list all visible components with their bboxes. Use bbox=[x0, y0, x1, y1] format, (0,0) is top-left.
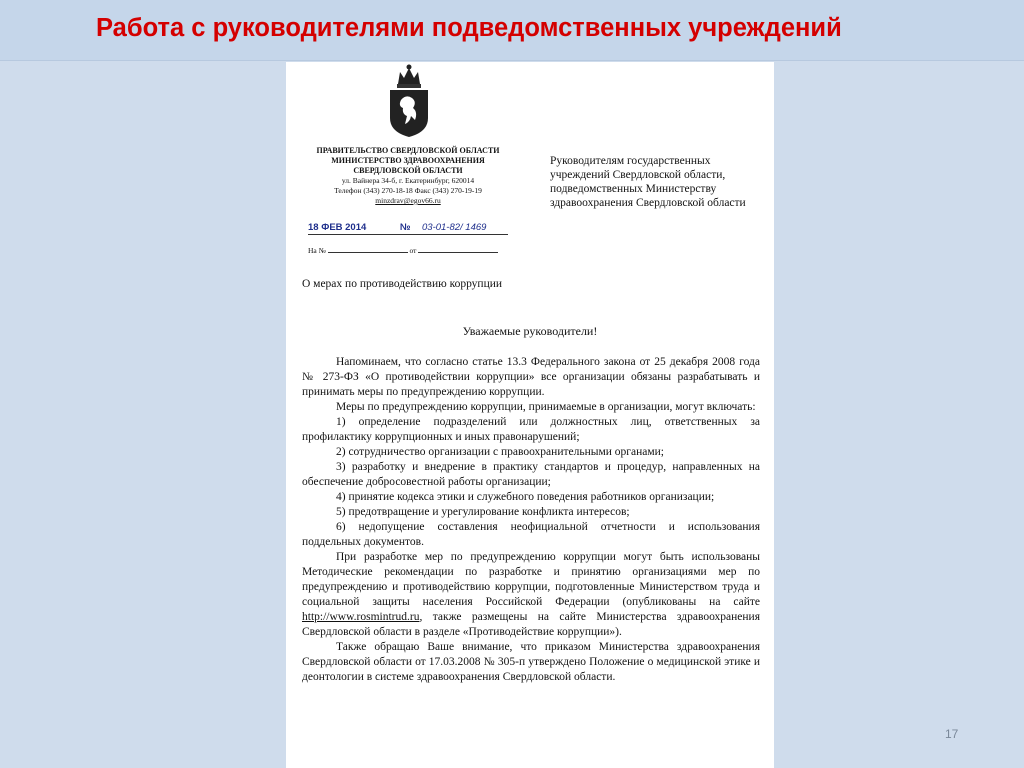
paragraph: 5) предотвращение и урегулирование конфликта интересов; bbox=[336, 506, 630, 518]
header-phone: Телефон (343) 270-18-18 Факс (343) 270-19-19 bbox=[334, 186, 482, 195]
paragraph: Напоминаем, что согласно статье 13.3 Федерального закона от 25 декабря 2008 года № 273-ФЗ «О противодействии коррупции» все организации обязаны разрабатывать и принимать меры по предупреждению коррупции. bbox=[302, 356, 760, 398]
letter-page bbox=[286, 62, 774, 768]
registration-underline bbox=[308, 234, 508, 235]
slide-number: 17 bbox=[945, 727, 959, 741]
paragraph: 3) разработку и внедрение в практику стандартов и процедур, направленных на обеспечение добросовестной работы организации; bbox=[302, 461, 760, 488]
paragraph-site bbox=[302, 550, 760, 640]
letter-body bbox=[302, 355, 760, 685]
ministry-header bbox=[298, 146, 518, 206]
reference-line bbox=[308, 244, 508, 255]
paragraph-site-before: При разработке мер по предупреждению коррупции могут быть использованы Методические рекомендации по разработке и принятию организациями мер по предупреждению и противодействию коррупции, подготовленные Министерством труда и социальной защиты населения Российской Федерации (опубликованы на сайте bbox=[302, 551, 760, 608]
header-email: minzdrav@egov66.ru bbox=[375, 196, 441, 205]
reference-label: На № bbox=[308, 246, 326, 255]
registration-line bbox=[308, 222, 508, 236]
addressee: Руководителям государственных учреждений Свердловской области, подведомственных Министерству здравоохранения Свердловской области bbox=[550, 155, 746, 209]
paragraph: 2) сотрудничество организации с правоохранительными органами; bbox=[336, 446, 664, 458]
registration-number: 03-01-82/ 1469 bbox=[422, 222, 487, 233]
letter-greeting: Уважаемые руководители! bbox=[462, 324, 598, 338]
header-address: ул. Вайнера 34-б, г. Екатеринбург, 620014 bbox=[341, 176, 475, 185]
registration-number-label: № bbox=[400, 222, 411, 233]
header-line3: СВЕРДЛОВСКОЙ ОБЛАСТИ bbox=[353, 166, 463, 175]
reference-blank bbox=[328, 244, 408, 253]
paragraph-last: Также обращаю Ваше внимание, что приказом Министерства здравоохранения Свердловской области от 17.03.2008 № 305-п утверждено Положение о медицинской этике и деонтологии в системе здравоохранения Свердловской области. bbox=[302, 641, 760, 683]
rosmintrud-link[interactable]: http://www.rosmintrud.ru bbox=[302, 611, 420, 623]
paragraph-site-after: , также размещены на сайте Министерства здравоохранения Свердловской области в разделе «Противодействие коррупции»). bbox=[302, 611, 760, 638]
slide-title: Работа с руководителями подведомственных учреждений bbox=[96, 14, 842, 42]
slide-title-bar bbox=[0, 0, 1024, 61]
letter-subject: О мерах по противодействию коррупции bbox=[302, 278, 503, 290]
coat-of-arms-icon bbox=[386, 62, 432, 138]
header-line1: ПРАВИТЕЛЬСТВО СВЕРДЛОВСКОЙ ОБЛАСТИ bbox=[316, 146, 500, 155]
paragraph: 6) недопущение составления неофициальной отчетности и использования поддельных документов. bbox=[302, 521, 760, 548]
registration-date: 18 ФЕВ 2014 bbox=[308, 222, 367, 233]
header-line2: МИНИСТЕРСТВО ЗДРАВООХРАНЕНИЯ bbox=[331, 156, 485, 165]
reference-from-label: от bbox=[409, 246, 417, 255]
paragraph: 4) принятие кодекса этики и служебного поведения работников организации; bbox=[336, 491, 715, 503]
paragraph: Меры по предупреждению коррупции, принимаемые в организации, могут включать: bbox=[336, 401, 756, 413]
paragraph: 1) определение подразделений или должностных лиц, ответственных за профилактику коррупционных и иных правонарушений; bbox=[302, 416, 760, 443]
reference-from-blank bbox=[418, 244, 498, 253]
